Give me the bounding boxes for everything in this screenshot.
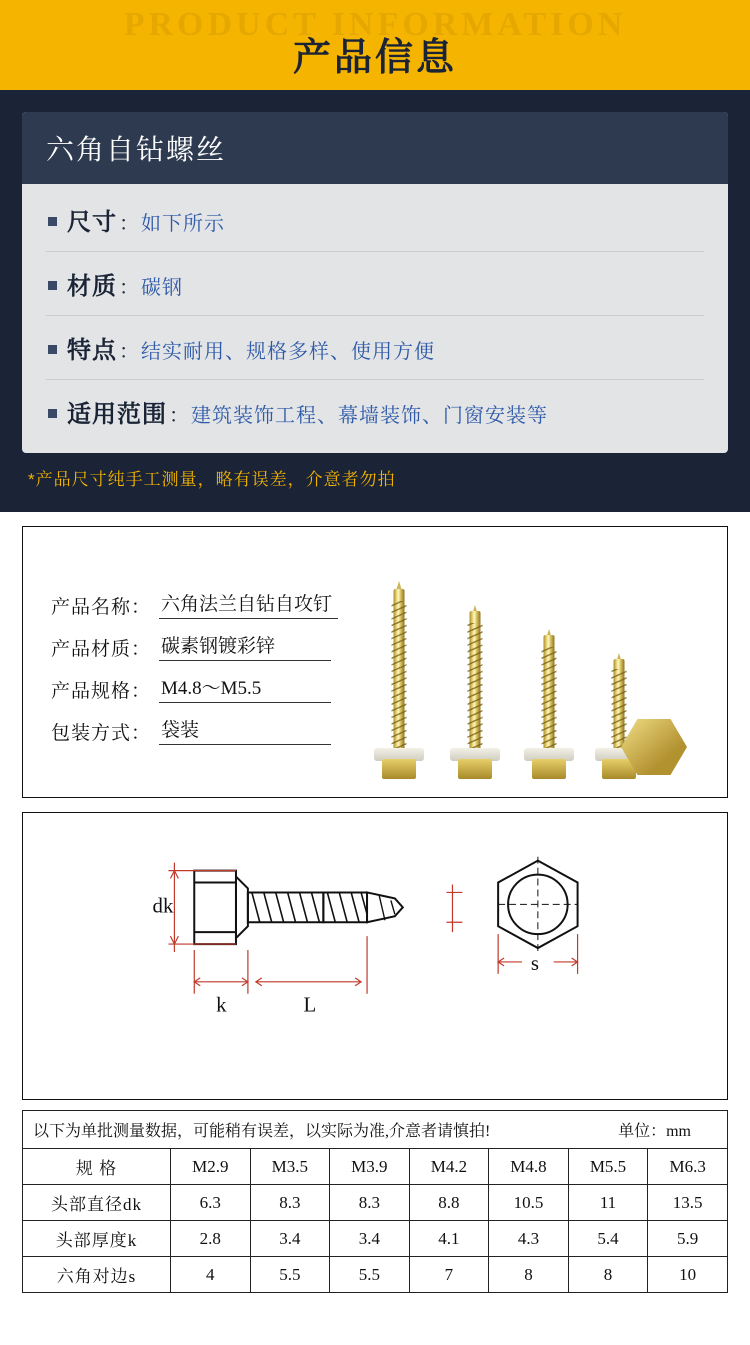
screw-item	[519, 631, 579, 779]
table-row	[23, 1221, 728, 1257]
dim-label-s: s	[530, 950, 540, 975]
dimension-table	[22, 1110, 728, 1293]
info-key: 产品名称：	[51, 597, 152, 618]
table-cell: 8.8	[409, 1185, 489, 1221]
table-cell: 10.5	[489, 1185, 569, 1221]
table-cell: 8	[489, 1257, 569, 1293]
info-key: 包装方式：	[51, 723, 152, 744]
row-label-s: 六角对边s	[23, 1257, 171, 1293]
table-cell: 10	[648, 1257, 728, 1293]
table-header-row	[23, 1149, 728, 1185]
table-note-text: 以下为单批测量数据，可能稍有误差，以实际为准,介意者请慎拍!	[33, 1123, 491, 1140]
spec-colon: ：	[119, 277, 139, 299]
row-label-k: 头部厚度k	[23, 1221, 171, 1257]
bullet-icon	[48, 409, 57, 418]
table-row	[23, 1185, 728, 1221]
table-note-cell	[23, 1111, 728, 1149]
info-value: 六角法兰自钻自攻钉	[159, 589, 338, 619]
table-cell: 5.5	[330, 1257, 410, 1293]
table-cell: 7	[409, 1257, 489, 1293]
info-key: 产品材质：	[51, 639, 152, 660]
spec-row-material	[46, 252, 704, 316]
page-banner	[0, 0, 750, 90]
table-cell: 8	[568, 1257, 648, 1293]
table-cell: 5.5	[250, 1257, 330, 1293]
table-cell: 8.3	[250, 1185, 330, 1221]
spec-row-scope	[46, 380, 704, 443]
product-card	[22, 112, 728, 453]
screw-hex-head	[382, 759, 416, 779]
page-title: 产品信息	[292, 37, 457, 79]
spec-row-size	[46, 188, 704, 252]
product-card-title: 六角自钻螺丝	[22, 112, 728, 184]
info-line-material	[51, 631, 338, 661]
bullet-icon	[48, 217, 57, 226]
info-value: 碳素钢镀彩锌	[159, 631, 331, 661]
screw-item	[369, 583, 429, 779]
bullet-icon	[48, 281, 57, 290]
header-cell: M6.3	[648, 1149, 728, 1185]
screw-photo-group	[357, 549, 687, 779]
spec-label: 特点	[67, 337, 117, 364]
dim-label-dk: dk	[152, 893, 174, 918]
screw-thread	[612, 669, 627, 751]
screw-hex-head	[532, 759, 566, 779]
spec-list	[22, 184, 728, 453]
table-row	[23, 1257, 728, 1293]
table-cell: 4.3	[489, 1221, 569, 1257]
header-cell: M5.5	[568, 1149, 648, 1185]
table-cell: 13.5	[648, 1185, 728, 1221]
table-cell: 5.4	[568, 1221, 648, 1257]
table-cell: 11	[568, 1185, 648, 1221]
info-value: M4.8～M5.5	[159, 673, 331, 703]
spec-row-features	[46, 316, 704, 380]
info-line-name	[51, 589, 338, 619]
info-key: 产品规格：	[51, 681, 152, 702]
screw-hex-head	[458, 759, 492, 779]
header-cell: M4.2	[409, 1149, 489, 1185]
spec-colon: ：	[119, 213, 139, 235]
product-info-section	[0, 90, 750, 512]
table-cell: 4.1	[409, 1221, 489, 1257]
header-cell-spec: 规 格	[23, 1149, 171, 1185]
screw-item	[445, 607, 505, 779]
product-info-table	[51, 589, 338, 757]
table-cell: 3.4	[250, 1221, 330, 1257]
dim-label-k: k	[216, 992, 227, 1017]
bullet-icon	[48, 345, 57, 354]
row-label-dk: 头部直径dk	[23, 1185, 171, 1221]
info-line-spec	[51, 673, 338, 703]
measurement-note: *产品尺寸纯手工测量，略有误差，介意者勿拍	[28, 470, 396, 489]
bottom-spacer	[0, 1293, 750, 1317]
dim-label-L: L	[303, 992, 317, 1017]
spec-value: 结实耐用、规格多样、使用方便	[141, 341, 435, 363]
technical-drawing	[23, 813, 727, 1099]
spec-value: 如下所示	[141, 213, 225, 235]
header-cell: M3.5	[250, 1149, 330, 1185]
header-cell: M2.9	[171, 1149, 251, 1185]
spec-colon: ：	[169, 405, 189, 427]
table-unit-text: 单位：mm	[618, 1123, 691, 1140]
table-cell: 8.3	[330, 1185, 410, 1221]
table-cell: 5.9	[648, 1221, 728, 1257]
screw-thread	[392, 601, 407, 751]
technical-drawing-panel	[22, 812, 728, 1100]
table-cell: 4	[171, 1257, 251, 1293]
spec-label: 材质	[67, 273, 117, 300]
spec-value: 碳钢	[141, 277, 183, 299]
table-cell: 3.4	[330, 1221, 410, 1257]
spec-label: 尺寸	[67, 209, 117, 236]
table-cell: 6.3	[171, 1185, 251, 1221]
screw-thread	[468, 623, 483, 751]
table-cell: 2.8	[171, 1221, 251, 1257]
spec-colon: ：	[119, 341, 139, 363]
banner-ghost-text: PRODUCT INFORMATION	[123, 6, 627, 43]
info-line-packaging	[51, 715, 338, 745]
header-cell: M3.9	[330, 1149, 410, 1185]
dimension-table-wrap	[22, 1110, 728, 1293]
screw-thread	[542, 647, 557, 751]
spec-value: 建筑装饰工程、幕墙装饰、门窗安装等	[191, 405, 548, 427]
spec-label: 适用范围	[67, 401, 167, 428]
info-value: 袋装	[159, 715, 331, 745]
product-photo-panel	[22, 526, 728, 798]
header-cell: M4.8	[489, 1149, 569, 1185]
table-note-row	[23, 1111, 728, 1149]
